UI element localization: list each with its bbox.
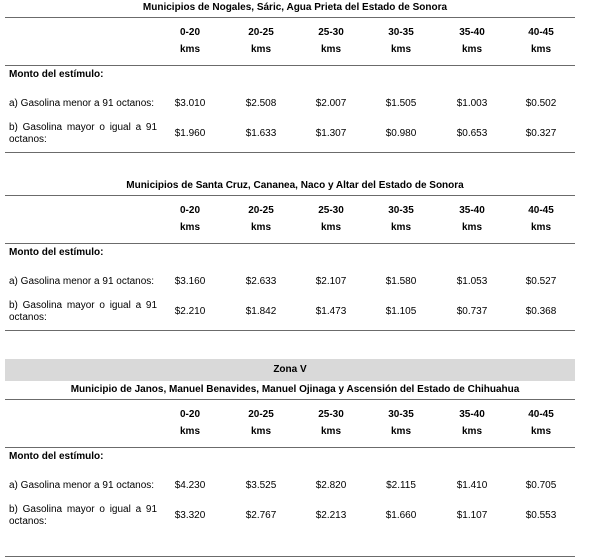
column-header-range: 35-40 bbox=[459, 27, 485, 38]
monto-label: Monto del estímulo: bbox=[9, 451, 104, 462]
column-header-range: 25-30 bbox=[318, 409, 344, 420]
column-header-range: 20-25 bbox=[248, 205, 274, 216]
row-b-value: $0.327 bbox=[525, 128, 557, 139]
column-header-range: 0-20 bbox=[179, 409, 200, 420]
column-header-range: 40-45 bbox=[528, 409, 554, 420]
row-b-label: b) Gasolina mayor o igual a 91 octanos: bbox=[9, 300, 157, 323]
row-b-value: $1.842 bbox=[245, 306, 277, 317]
row-a-value: $2.633 bbox=[245, 276, 277, 287]
row-b-value: $1.633 bbox=[245, 128, 277, 139]
row-b-label: b) Gasolina mayor o igual a 91 octanos: bbox=[9, 504, 157, 527]
column-header-unit: kms bbox=[530, 222, 551, 233]
row-b-value: $1.307 bbox=[315, 128, 347, 139]
row-a-value: $2.107 bbox=[315, 276, 347, 287]
row-a-value: $1.580 bbox=[385, 276, 417, 287]
monto-label: Monto del estímulo: bbox=[9, 69, 104, 80]
row-b-value: $1.105 bbox=[385, 306, 417, 317]
monto-label: Monto del estímulo: bbox=[9, 247, 104, 258]
column-header-unit: kms bbox=[250, 222, 271, 233]
column-header-range: 25-30 bbox=[318, 27, 344, 38]
section-bottom-rule bbox=[5, 152, 575, 153]
column-header-range: 30-35 bbox=[388, 409, 414, 420]
column-header-unit: kms bbox=[179, 426, 200, 437]
column-header-range: 0-20 bbox=[179, 205, 200, 216]
row-b-value: $2.210 bbox=[174, 306, 206, 317]
row-a-value: $0.527 bbox=[525, 276, 557, 287]
row-a-value: $2.820 bbox=[315, 480, 347, 491]
section-top-rule bbox=[5, 195, 575, 196]
column-header-unit: kms bbox=[320, 44, 341, 55]
column-header-unit: kms bbox=[530, 426, 551, 437]
column-header-range: 35-40 bbox=[459, 205, 485, 216]
column-header-range: 30-35 bbox=[388, 205, 414, 216]
section-title: Municipios de Nogales, Sáric, Agua Prieta del Estado de Sonora bbox=[142, 2, 448, 13]
section-bottom-rule bbox=[5, 556, 575, 557]
column-header-range: 25-30 bbox=[318, 205, 344, 216]
row-a-value: $1.505 bbox=[385, 98, 417, 109]
column-header-range: 0-20 bbox=[179, 27, 200, 38]
row-a-value: $3.525 bbox=[245, 480, 277, 491]
row-a-label: a) Gasolina menor a 91 octanos: bbox=[9, 98, 155, 109]
section-bottom-rule bbox=[5, 330, 575, 331]
column-header-unit: kms bbox=[320, 426, 341, 437]
row-b-value: $2.767 bbox=[245, 510, 277, 521]
column-header-unit: kms bbox=[390, 44, 411, 55]
row-a-label: a) Gasolina menor a 91 octanos: bbox=[9, 276, 155, 287]
row-b-value: $3.320 bbox=[174, 510, 206, 521]
column-header-range: 30-35 bbox=[388, 27, 414, 38]
section-title: Municipio de Janos, Manuel Benavides, Manuel Ojinaga y Ascensión del Estado de Chihuahua bbox=[70, 384, 520, 395]
row-a-value: $0.502 bbox=[525, 98, 557, 109]
section-title: Municipios de Santa Cruz, Cananea, Naco y Altar del Estado de Sonora bbox=[126, 180, 464, 191]
row-b-value: $1.660 bbox=[385, 510, 417, 521]
row-a-label: a) Gasolina menor a 91 octanos: bbox=[9, 480, 155, 491]
column-header-range: 40-45 bbox=[528, 205, 554, 216]
header-bottom-rule bbox=[5, 447, 575, 448]
row-a-value: $0.705 bbox=[525, 480, 557, 491]
column-header-range: 40-45 bbox=[528, 27, 554, 38]
row-b-value: $1.473 bbox=[315, 306, 347, 317]
row-a-value: $2.115 bbox=[386, 480, 416, 491]
row-b-value: $0.980 bbox=[385, 128, 417, 139]
row-b-label: b) Gasolina mayor o igual a 91 octanos: bbox=[9, 122, 157, 145]
row-b-value: $0.553 bbox=[525, 510, 557, 521]
row-a-value: $1.003 bbox=[456, 98, 488, 109]
column-header-unit: kms bbox=[250, 44, 271, 55]
column-header-unit: kms bbox=[461, 426, 482, 437]
column-header-unit: kms bbox=[390, 426, 411, 437]
column-header-unit: kms bbox=[461, 222, 482, 233]
header-bottom-rule bbox=[5, 65, 575, 66]
row-b-value: $1.107 bbox=[456, 510, 488, 521]
column-header-unit: kms bbox=[461, 44, 482, 55]
row-b-value: $2.213 bbox=[315, 510, 347, 521]
column-header-range: 20-25 bbox=[248, 27, 274, 38]
row-a-value: $1.053 bbox=[456, 276, 488, 287]
column-header-unit: kms bbox=[179, 222, 200, 233]
column-header-unit: kms bbox=[530, 44, 551, 55]
row-b-value: $1.960 bbox=[174, 128, 206, 139]
row-b-value: $0.737 bbox=[456, 306, 488, 317]
row-a-value: $2.508 bbox=[245, 98, 277, 109]
column-header-unit: kms bbox=[179, 44, 200, 55]
row-a-value: $3.010 bbox=[174, 98, 206, 109]
row-b-value: $0.653 bbox=[456, 128, 488, 139]
row-b-value: $0.368 bbox=[525, 306, 557, 317]
row-a-value: $1.410 bbox=[456, 480, 488, 491]
column-header-unit: kms bbox=[250, 426, 271, 437]
zona-header: Zona V bbox=[5, 359, 575, 381]
section-top-rule bbox=[5, 399, 575, 400]
column-header-unit: kms bbox=[390, 222, 411, 233]
header-bottom-rule bbox=[5, 243, 575, 244]
row-a-value: $3.160 bbox=[174, 276, 206, 287]
column-header-unit: kms bbox=[320, 222, 341, 233]
row-a-value: $2.007 bbox=[315, 98, 347, 109]
column-header-range: 35-40 bbox=[459, 409, 485, 420]
column-header-range: 20-25 bbox=[248, 409, 274, 420]
section-top-rule bbox=[5, 17, 575, 18]
row-a-value: $4.230 bbox=[174, 480, 206, 491]
